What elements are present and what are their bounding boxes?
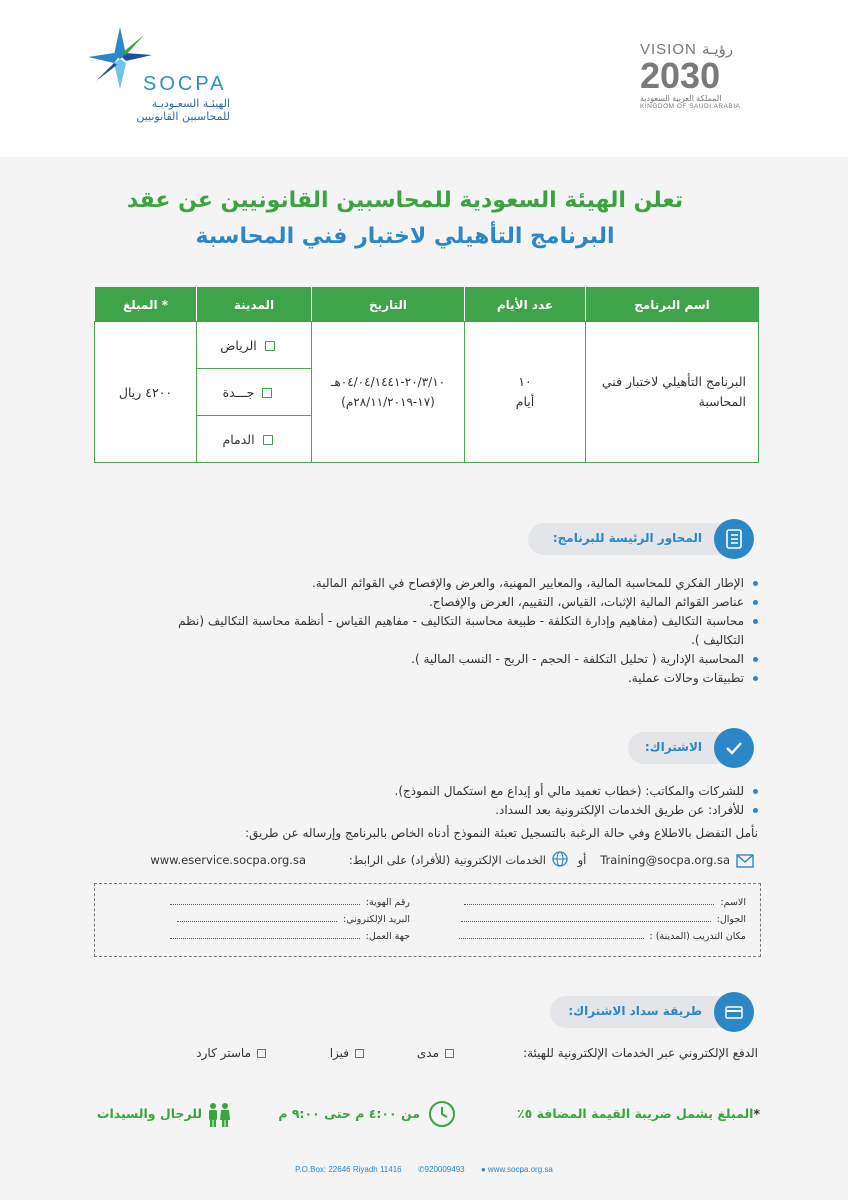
socpa-name: SOCPA xyxy=(143,73,227,95)
program-name-cell: البرنامج التأهيلي لاختبار فني المحاسبة xyxy=(586,322,759,463)
eservice-text: الخدمات الإلكترونية (للأفراد) على الرابط: xyxy=(348,853,546,867)
vision-arabic: المملكة العربية السعودية xyxy=(640,94,722,103)
vision-year: 2030 xyxy=(640,55,721,96)
payment-option-mastercard[interactable]: ماستر كارد xyxy=(160,1046,266,1060)
city-option-jeddah[interactable] xyxy=(197,369,312,416)
men-women-icon xyxy=(206,1102,232,1132)
payment-option-mada[interactable]: مدى xyxy=(380,1046,454,1060)
subscription-section-header xyxy=(628,732,750,764)
date-cell xyxy=(312,322,465,463)
subscription-title: الاشتراك: xyxy=(644,740,702,754)
eservice-url[interactable]: www.eservice.socpa.org.sa xyxy=(150,853,306,867)
payment-section-header xyxy=(550,996,750,1028)
list-item: المحاسبة الإدارية ( تحليل التكلفة - الحجم - الربح - النسب المالية ). xyxy=(160,650,758,669)
socpa-arabic-name xyxy=(120,97,230,123)
checkmark-icon xyxy=(714,728,754,768)
web-icon: ● xyxy=(480,1165,486,1174)
list-item: محاسبة التكاليف (مفاهيم وإدارة التكلفة - طبيعة محاسبة التكاليف - مفاهيم القياس - أنظمة محاسبة التكاليف (نظم التكاليف ). xyxy=(160,612,758,650)
payment-title: طريقة سداد الاشتراك: xyxy=(568,1004,702,1018)
footer-phone: 920009493 xyxy=(424,1165,465,1174)
checkbox-icon[interactable] xyxy=(262,388,272,398)
amount-cell: ٤٢٠٠ ريال xyxy=(95,322,197,463)
checkbox-icon[interactable] xyxy=(257,1049,266,1058)
payment-card-icon xyxy=(714,992,754,1032)
vision-label: VISION رؤيـة xyxy=(640,41,734,58)
working-hours: من ٤:٠٠ م حتى ٩:٠٠ م xyxy=(278,1106,420,1121)
payment-method-label: الدفع الإلكتروني عبر الخدمات الإلكترونية للهيئة: xyxy=(523,1046,758,1060)
axes-section-header xyxy=(528,523,750,555)
phone-icon: ✆ xyxy=(417,1165,425,1174)
announcement-title-line1: تعلن الهيئة السعودية للمحاسبين القانونيين عن عقد xyxy=(126,188,684,213)
header-days: عدد الأيام xyxy=(465,288,586,322)
list-item: تطبيقات وحالات عملية. xyxy=(160,669,758,688)
header-city: المدينة xyxy=(197,288,312,322)
city-option-riyadh[interactable] xyxy=(197,322,312,369)
date-hijri: ٢٠/٣/١٠-٠٤/٠٤/١٤٤١هـ xyxy=(330,375,446,389)
list-item: للشركات والمكاتب: (خطاب تعميد مالي أو إيداع مع استكمال النموذج). xyxy=(160,782,758,801)
city-option-dammam[interactable] xyxy=(197,416,312,463)
socpa-ar-line1: الهيئـة السعـوديـة xyxy=(151,97,230,110)
email-field[interactable]: البريد الإلكتروني: xyxy=(177,913,410,925)
clock-icon xyxy=(428,1100,456,1132)
vision-english: KINGDOM OF SAUDI ARABIA xyxy=(640,103,741,110)
payment-option-visa[interactable]: فيزا xyxy=(290,1046,364,1060)
or-label: أو xyxy=(577,853,587,867)
footer-website[interactable]: www.socpa.org.sa xyxy=(487,1165,553,1174)
table-header-row xyxy=(95,288,759,322)
checkbox-icon[interactable] xyxy=(263,435,273,445)
city-label: جـــدة xyxy=(222,384,255,400)
header-amount: * المبلغ xyxy=(95,288,197,322)
checkbox-icon[interactable] xyxy=(355,1049,364,1058)
registration-form xyxy=(94,883,761,957)
subscription-note: نأمل التفضل بالاطلاع وفي حالة الرغبة بالتسجيل تعبئة النموذج أدناه الخاص بالبرنامج وإرساله عن طريق: xyxy=(244,826,758,840)
mobile-field[interactable]: الجوال: xyxy=(461,913,746,925)
list-item: للأفراد: عن طريق الخدمات الإلكترونية بعد السداد. xyxy=(160,801,758,820)
list-item: عناصر القوائم المالية الإثبات، القياس، التقييم، العرض والإفصاح. xyxy=(160,593,758,612)
globe-icon xyxy=(552,851,568,871)
axes-title: المحاور الرئيسة للبرنامج: xyxy=(552,531,702,545)
days-count: ١٠ xyxy=(518,374,532,389)
subscription-list xyxy=(160,782,758,820)
checkbox-icon[interactable] xyxy=(265,341,275,351)
date-gregorian: (١٧-٢٨/١١/٢٠١٩م) xyxy=(341,395,435,409)
city-label: الدمام xyxy=(222,431,255,447)
table-row xyxy=(95,322,759,369)
vat-note: *المبلغ يشمل ضريبة القيمة المضافة ٥٪ xyxy=(516,1106,760,1121)
socpa-ar-line2: للمحاسبين القانونيين xyxy=(136,110,230,123)
checkbox-icon[interactable] xyxy=(445,1049,454,1058)
vision-2030-logo xyxy=(640,40,770,110)
checklist-icon xyxy=(714,519,754,559)
header-program-name: اسم البرنامج xyxy=(586,288,759,322)
contact-email[interactable]: Training@socpa.org.sa xyxy=(600,853,730,867)
audience-note: للرجال والسيدات xyxy=(96,1106,202,1121)
email-icon xyxy=(736,853,754,872)
city-label: الرياض xyxy=(220,337,257,353)
list-item: الإطار الفكري للمحاسبة المالية، والمعايير المهنية، والعرض والإفصاح في القوائم المالية. xyxy=(160,574,758,593)
footer xyxy=(0,1165,848,1174)
name-field[interactable]: الاسم: xyxy=(464,896,746,908)
header-date: التاريخ xyxy=(312,288,465,322)
announcement-title-line2: البرنامج التأهيلي لاختبار فني المحاسبة xyxy=(195,224,615,249)
days-cell xyxy=(465,322,586,463)
footer-pobox: P.O.Box: 22646 Riyadh 11416 xyxy=(295,1165,402,1174)
axes-list xyxy=(160,574,758,688)
employer-field[interactable]: جهة العمل: xyxy=(170,930,410,942)
id-number-field[interactable]: رقم الهوية: xyxy=(170,896,410,908)
program-table xyxy=(94,287,759,463)
training-city-field[interactable]: مكان التدريب (المدينة) : xyxy=(459,930,746,942)
days-unit: أيام xyxy=(515,394,535,409)
